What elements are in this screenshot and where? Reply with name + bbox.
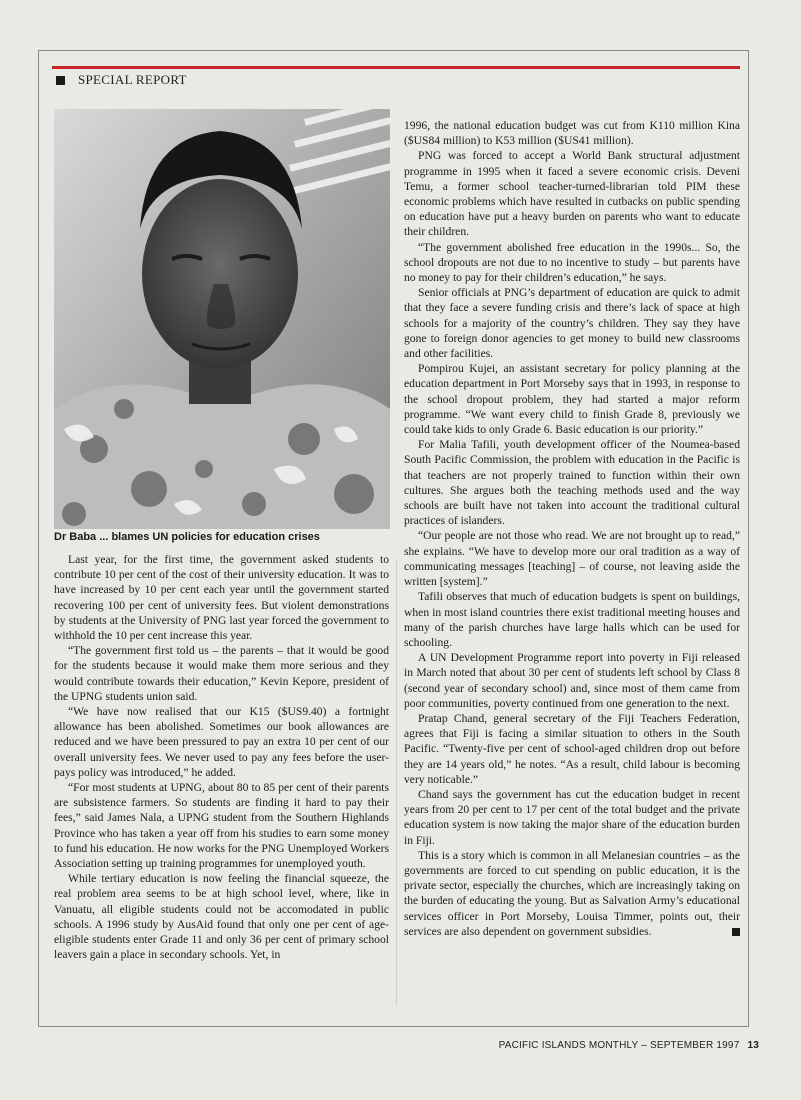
header-rule bbox=[52, 66, 740, 69]
paragraph: For Malia Tafili, youth development officer of the Noumea-based South Pacific Commission, the problem with education in the Pacific is that teachers are not properly trained to function within their own cultures. She argues both the teaching methods used and the way schools are built have not taken into account the traditional cultural practices of islanders. bbox=[404, 438, 740, 528]
publication-line: PACIFIC ISLANDS MONTHLY – SEPTEMBER 1997 bbox=[498, 1040, 740, 1051]
right-column bbox=[404, 118, 740, 939]
paragraph: “We have now realised that our K15 ($US9.40) a fortnight allowance has been abolished. Sometimes our book allowances are reduced and we have been pressured to pay an extra 10 per cent of our overall university fees. We never used to pay any fees before the user-pays policy was introduced,” he added. bbox=[54, 705, 389, 779]
paragraph: Tafili observes that much of education budgets is spent on buildings, when in most island countries there exist traditional meeting houses and many of the parish churches have large halls which can be used for schooling. bbox=[404, 590, 740, 649]
paragraph: While tertiary education is now feeling the financial squeeze, the real problem area seems to be at high school level, where, like in Vanuatu, all eligible students could not be accomodated in public schools. A 1996 study by AusAid found that only one per cent of age-eligible students enter Grade 11 and only 36 per cent of primary school leavers gain a place in secondary schools. Yet, in bbox=[54, 872, 389, 962]
paragraph: “The government first told us – the parents – that it would be good for the students because it would make them more serious and they would contribute towards their education,” Kevin Kepore, president of the UPNG students union said. bbox=[54, 644, 389, 703]
column-divider bbox=[396, 560, 397, 1005]
paragraph: 1996, the national education budget was cut from K110 million Kina ($US84 million) to K53 million ($US41 million). bbox=[404, 119, 740, 148]
paragraph-text: This is a story which is common in all Melanesian countries – as the governments are forced to cut spending on public education, it is the private sector, especially the churches, which are increasingly taking on the burden of educating the young. But as Salvation Army’s educational services officer in Port Morseby, Louisa Timmer, points out, their services are also dependent on government subsidies. bbox=[404, 848, 740, 938]
page-number: 13 bbox=[747, 1040, 759, 1051]
photo-caption: Dr Baba ... blames UN policies for education crises bbox=[54, 531, 320, 543]
paragraph: Pratap Chand, general secretary of the Fiji Teachers Federation, agrees that Fiji is facing a similar situation to others in the South Pacific. “Twenty-five per cent of school-aged children drop out before they are 14 years old,” he notes. “As a result, child labour is becoming very noticable.” bbox=[404, 711, 740, 786]
paragraph: Chand says the government has cut the education budget in recent years from 20 per cent to 17 per cent of the total budget and the private education system is now taking the major share of the education burden in Fiji. bbox=[404, 787, 740, 847]
section-header bbox=[56, 71, 187, 89]
section-label: SPECIAL REPORT bbox=[78, 72, 187, 87]
square-bullet-icon bbox=[56, 76, 65, 85]
page-footer bbox=[499, 1040, 759, 1051]
paragraph: A UN Development Programme report into poverty in Fiji released in March noted that about 30 per cent of students left school by Class 8 (second year of secondary school) and, since most of them came from poor communities, poverty continued from one generation to the next. bbox=[404, 651, 740, 710]
end-of-article-icon bbox=[732, 928, 740, 936]
paragraph: PNG was forced to accept a World Bank structural adjustment programme in 1995 when it faced a severe economic crisis. Deveni Temu, a former school teacher-turned-librarian told PIM these economic problems which have resulted in cutbacks on public spending on education have put a heavy burden on parents who want to educate their children. bbox=[404, 149, 740, 239]
paragraph-last bbox=[404, 848, 740, 939]
portrait-illustration bbox=[54, 109, 390, 529]
paragraph: Last year, for the first time, the government asked students to contribute 10 per cent of the cost of their university education. It was to have increased by 10 per cent each year until the government started recovering 100 per cent of university fees. But violent demonstrations by students at the University of PNG last year forced the government to withhold the 10 per cent increase this year. bbox=[54, 553, 389, 643]
left-column bbox=[54, 552, 389, 962]
paragraph: “The government abolished free education in the 1990s... So, the school dropouts are not due to no incentive to study – but parents have no money to pay for their children’s education,” he says. bbox=[404, 240, 740, 285]
portrait-photo bbox=[54, 109, 390, 529]
paragraph: “Our people are not those who read. We are not brought up to read,” she explains. “We have to develop more our oral tradition as a way of communicating messages [teaching] – of course, not leaving aside the written [system].” bbox=[404, 529, 740, 589]
paragraph: “For most students at UPNG, about 80 to 85 per cent of their parents are subsistence farmers. So students are finding it hard to pay their fees,” said James Nala, a UPNG student from the Southern Highlands Province who has taken a year off from his studies to earn some money to fund his education. He now works for the PNG Unemployed Workers Association setting up training programmes for unemployed youth. bbox=[54, 781, 390, 871]
paragraph: Pompirou Kujei, an assistant secretary for policy planning at the education department in Port Morseby says that in 1993, in response to the school dropout problem, they had started a major reform programme. “We want every child to finish Grade 8, previously we could take kids to only Grade 6. Basic education is our priority.” bbox=[404, 362, 740, 437]
paragraph: Senior officials at PNG’s department of education are quick to admit that they face a severe funding crisis and there’s lack of space at high schools for a majority of the country’s children. They say they have gone to foreign donor agencies to get money to build new classrooms and other facilities. bbox=[404, 286, 740, 361]
